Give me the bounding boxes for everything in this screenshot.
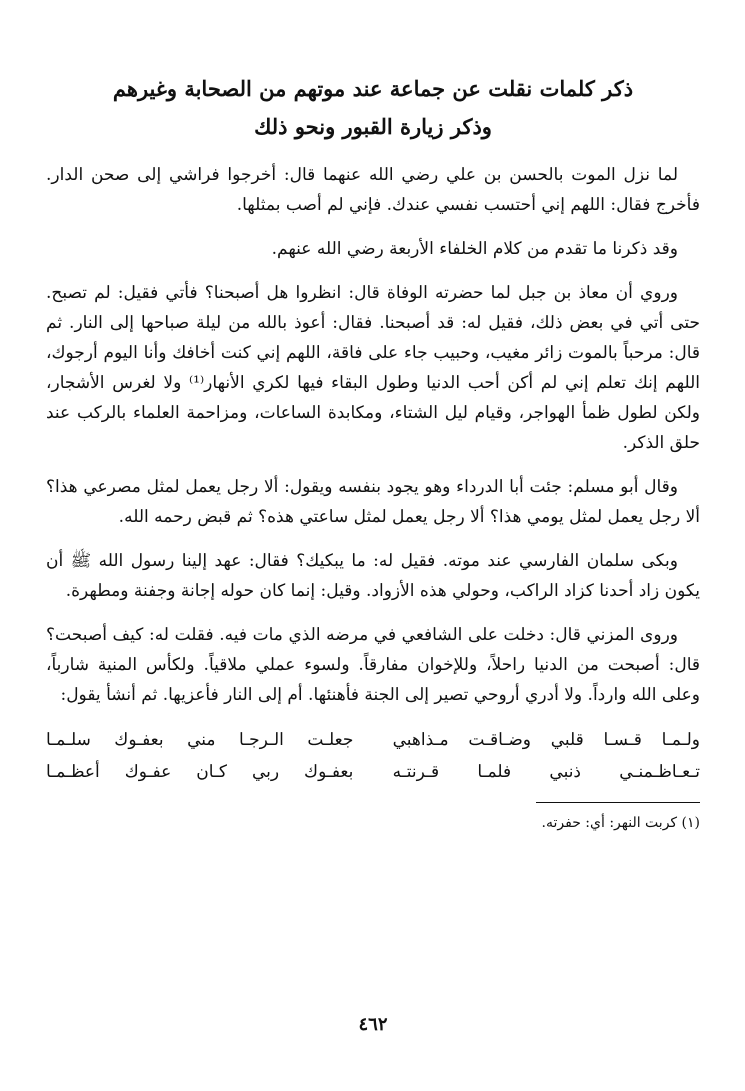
verse-first-hemistich: ولـمـا قـسـا قلبي وضـاقـت مـذاهبي bbox=[392, 730, 700, 750]
verse-first-hemistich: تـعـاظـمنـي ذنبي فلمـا قـرنتـه bbox=[392, 762, 700, 782]
poem bbox=[46, 724, 700, 788]
book-page bbox=[46, 70, 700, 1070]
paragraph-muadh: وروي أن معاذ بن جبل لما حضرته الوفاة قال: انظروا هل أصبحنا؟ فأتي فقيل: لم تصبح. حتى أتي في بعض ذلك، فقيل له: قد أصبحنا. فقال: أعوذ بالله من ليلة صباحها إلى النار. ثم قال: مرحباً بالموت زائر مغيب، وحبيب جاء على فاقة، اللهم إني كنت أخافك وأنا اليوم أرجوك، اللهم إنك تعلم إني لم أكن أحب الدنيا وطول البقاء فيها لكري الأنهار⁽¹⁾ ولا لغرس الأشجار، ولكن لطول ظمأ الهواجر، وقيام ليل الشتاء، ومكابدة الساعات، ومزاحمة العلماء بالركب عند حلق الذكر. bbox=[46, 283, 700, 453]
footnote-divider bbox=[536, 802, 700, 803]
chapter-title bbox=[46, 70, 700, 146]
paragraph-salman: وبكى سلمان الفارسي عند موته. فقيل له: ما يبكيك؟ فقال: عهد إلينا رسول الله ﷺ أن يكون زاد أحدنا كزاد الراكب، وحولي هذه الأزواد. وقيل: إنما كان حوله إجانة وجفنة ومطهرة. bbox=[46, 551, 700, 601]
poem-verse bbox=[46, 756, 700, 788]
paragraph-shafii: وروى المزني قال: دخلت على الشافعي في مرضه الذي مات فيه. فقلت له: كيف أصبحت؟ قال: أصبحت من الدنيا راحلاً، وللإخوان مفارقاً. ولسوء عملي ملاقياً. ولكأس المنية شارباً، وعلى الله وارداً. ولا أدري أروحي تصير إلى الجنة فأهنئها. أم إلى النار فأعزيها. ثم أنشأ يقول: bbox=[46, 625, 700, 705]
footnote: (١) كربت النهر: أي: حفرته. bbox=[541, 815, 700, 831]
poem-verse bbox=[46, 724, 700, 756]
chapter-title-line-2: وذكر زيارة القبور ونحو ذلك bbox=[254, 114, 492, 139]
page-number: ٤٦٢ bbox=[358, 1014, 388, 1035]
paragraph-caliphs: وقد ذكرنا ما تقدم من كلام الخلفاء الأربعة رضي الله عنهم. bbox=[271, 239, 678, 259]
paragraph-abu-darda: وقال أبو مسلم: جئت أبا الدرداء وهو يجود بنفسه ويقول: ألا رجل يعمل لمثل مصرعي هذا؟ ألا رجل يعمل لمثل يومي هذا؟ ألا رجل يعمل لمثل ساعتي هذه؟ ثم قبض رحمه الله. bbox=[46, 477, 700, 527]
verse-second-hemistich: جعلـت الـرجـا مني بعفـوك سلـمـا bbox=[46, 730, 354, 750]
chapter-title-line-1: ذكر كلمات نقلت عن جماعة عند موتهم من الصحابة وغيرهم bbox=[112, 76, 634, 101]
paragraph-hasan: لما نزل الموت بالحسن بن علي رضي الله عنهما قال: أخرجوا فراشي إلى صحن الدار. فأخرج فقال: اللهم إني أحتسب نفسي عندك. فإني لم أصب بمثلها. bbox=[46, 165, 700, 215]
verse-second-hemistich: بعفـوك ربي كـان عفـوك أعظـمـا bbox=[46, 762, 354, 782]
